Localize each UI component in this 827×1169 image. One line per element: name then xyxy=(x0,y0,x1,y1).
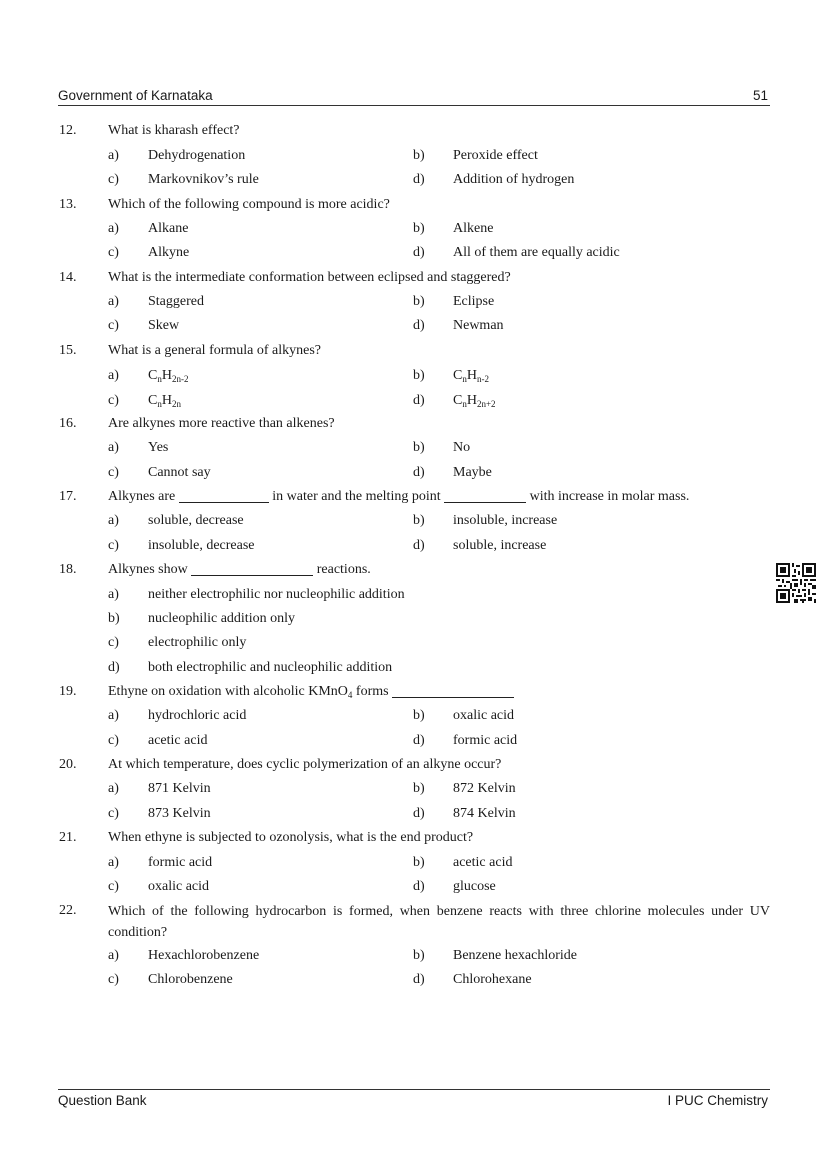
question-text: At which temperature, does cyclic polymerization of an alkyne occur? xyxy=(108,757,502,772)
option-text: Peroxide effect xyxy=(453,148,538,163)
answer-blank[interactable] xyxy=(444,488,526,503)
option-label: a) xyxy=(108,294,119,309)
question-number: 17. xyxy=(59,489,77,504)
option-label: c) xyxy=(108,806,119,821)
option-text: acetic acid xyxy=(148,733,208,748)
option-text: Chlorobenzene xyxy=(148,972,233,987)
option-label: c) xyxy=(108,635,119,650)
option-text: both electrophilic and nucleophilic addition xyxy=(148,660,393,675)
option-text: No xyxy=(453,440,471,455)
answer-blank[interactable] xyxy=(191,561,313,576)
option-label: d) xyxy=(413,172,425,187)
page-number: 51 xyxy=(752,88,768,103)
header-title: Government of Karnataka xyxy=(58,88,213,103)
option-label: a) xyxy=(108,221,119,236)
page-footer xyxy=(58,1089,770,1108)
option-text: neither electrophilic nor nucleophilic addition xyxy=(148,587,405,602)
option-label: b) xyxy=(413,221,425,236)
formula: $C_nH_{2n}$ xyxy=(148,393,181,409)
option-label: d) xyxy=(413,972,425,987)
option-text: Staggered xyxy=(148,294,204,309)
question-number: 12. xyxy=(59,123,77,138)
question-text: What is the intermediate conformation between eclipsed and staggered? xyxy=(108,270,511,285)
qr-code-icon[interactable] xyxy=(776,563,816,603)
answer-blank[interactable] xyxy=(392,683,514,698)
option-text: Hexachlorobenzene xyxy=(148,948,260,963)
question-number: 14. xyxy=(59,270,77,285)
question-number: 18. xyxy=(59,562,77,577)
option-label: c) xyxy=(108,172,119,187)
option-label: d) xyxy=(413,318,425,333)
question-text: Ethyne on oxidation with alcoholic KMnO$_4$ forms xyxy=(108,682,514,702)
formula: $C_nH_{2n-2}$ xyxy=(148,368,189,384)
option-text: acetic acid xyxy=(453,855,513,870)
option-text: soluble, increase xyxy=(453,538,547,553)
option-text: Chlorohexane xyxy=(453,972,532,987)
option-label: c) xyxy=(108,245,119,260)
option-label: b) xyxy=(413,440,425,455)
question-text: Are alkynes more reactive than alkenes? xyxy=(108,416,335,431)
option-text: 874 Kelvin xyxy=(453,806,516,821)
question-text: Alkynes show reactions. xyxy=(108,562,371,577)
option-label: d) xyxy=(108,660,120,675)
option-text: Markovnikov’s rule xyxy=(148,172,259,187)
option-text: Addition of hydrogen xyxy=(453,172,575,187)
option-label: b) xyxy=(413,708,425,723)
option-label: b) xyxy=(413,294,425,309)
option-label: a) xyxy=(108,148,119,163)
option-text: Skew xyxy=(148,318,180,333)
option-text: insoluble, increase xyxy=(453,513,558,528)
option-label: d) xyxy=(413,538,425,553)
option-text: glucose xyxy=(453,879,496,894)
page-header xyxy=(58,86,770,106)
option-label: b) xyxy=(108,611,120,626)
question-text: What is a general formula of alkynes? xyxy=(108,343,322,358)
question-text: Which of the following hydrocarbon is formed, when benzene reacts with three chlorine molecules under UV condition? xyxy=(108,904,770,940)
question-text: When ethyne is subjected to ozonolysis, what is the end product? xyxy=(108,830,474,845)
question-text: Alkynes are in water and the melting point with increase in molar mass. xyxy=(108,489,690,504)
question-text: What is kharash effect? xyxy=(108,123,240,138)
option-label: b) xyxy=(413,368,425,383)
question-number: 15. xyxy=(59,343,77,358)
option-text: hydrochloric acid xyxy=(148,708,247,723)
option-text: 872 Kelvin xyxy=(453,781,516,796)
option-label: b) xyxy=(413,781,425,796)
answer-blank[interactable] xyxy=(179,488,269,503)
option-text: Newman xyxy=(453,318,504,333)
option-label: a) xyxy=(108,855,119,870)
option-label: c) xyxy=(108,972,119,987)
question-number: 19. xyxy=(59,684,77,699)
option-text: Benzene hexachloride xyxy=(453,948,577,963)
option-label: a) xyxy=(108,781,119,796)
question-text: Which of the following compound is more acidic? xyxy=(108,197,390,212)
option-label: c) xyxy=(108,733,119,748)
option-text: All of them are equally acidic xyxy=(453,245,620,260)
option-text: formic acid xyxy=(453,733,518,748)
option-label: c) xyxy=(108,465,119,480)
option-text: nucleophilic addition only xyxy=(148,611,295,626)
question-number: 21. xyxy=(59,830,77,845)
option-label: d) xyxy=(413,879,425,894)
option-text: oxalic acid xyxy=(148,879,210,894)
option-label: d) xyxy=(413,733,425,748)
option-text: Eclipse xyxy=(453,294,495,309)
option-text: electrophilic only xyxy=(148,635,247,650)
option-label: b) xyxy=(413,513,425,528)
option-label: a) xyxy=(108,440,119,455)
option-label: d) xyxy=(413,245,425,260)
option-label: c) xyxy=(108,318,119,333)
option-label: b) xyxy=(413,948,425,963)
option-text: 873 Kelvin xyxy=(148,806,211,821)
formula: $C_nH_{n-2}$ xyxy=(453,368,489,384)
option-label: c) xyxy=(108,879,119,894)
option-label: b) xyxy=(413,855,425,870)
option-text: soluble, decrease xyxy=(148,513,244,528)
option-text: formic acid xyxy=(148,855,213,870)
option-text: Alkane xyxy=(148,221,189,236)
option-text: Alkyne xyxy=(148,245,190,260)
option-label: a) xyxy=(108,948,119,963)
option-text: Maybe xyxy=(453,465,492,480)
option-text: Cannot say xyxy=(148,465,211,480)
option-label: d) xyxy=(413,393,425,408)
option-label: d) xyxy=(413,806,425,821)
option-text: Alkene xyxy=(453,221,494,236)
question-number: 13. xyxy=(59,197,77,212)
option-label: a) xyxy=(108,513,119,528)
option-label: a) xyxy=(108,708,119,723)
option-text: 871 Kelvin xyxy=(148,781,211,796)
option-label: c) xyxy=(108,538,119,553)
option-text: Dehydrogenation xyxy=(148,148,246,163)
option-label: c) xyxy=(108,393,119,408)
option-text: insoluble, decrease xyxy=(148,538,255,553)
footer-left: Question Bank xyxy=(58,1093,147,1108)
option-text: oxalic acid xyxy=(453,708,515,723)
option-label: d) xyxy=(413,465,425,480)
question-number: 22. xyxy=(59,903,77,918)
option-text: Yes xyxy=(148,440,169,455)
footer-right: I PUC Chemistry xyxy=(667,1093,768,1108)
formula: $C_nH_{2n+2}$ xyxy=(453,393,496,409)
option-label: a) xyxy=(108,587,119,602)
question-number: 20. xyxy=(59,757,77,772)
option-label: a) xyxy=(108,368,119,383)
option-label: b) xyxy=(413,148,425,163)
question-number: 16. xyxy=(59,416,77,431)
